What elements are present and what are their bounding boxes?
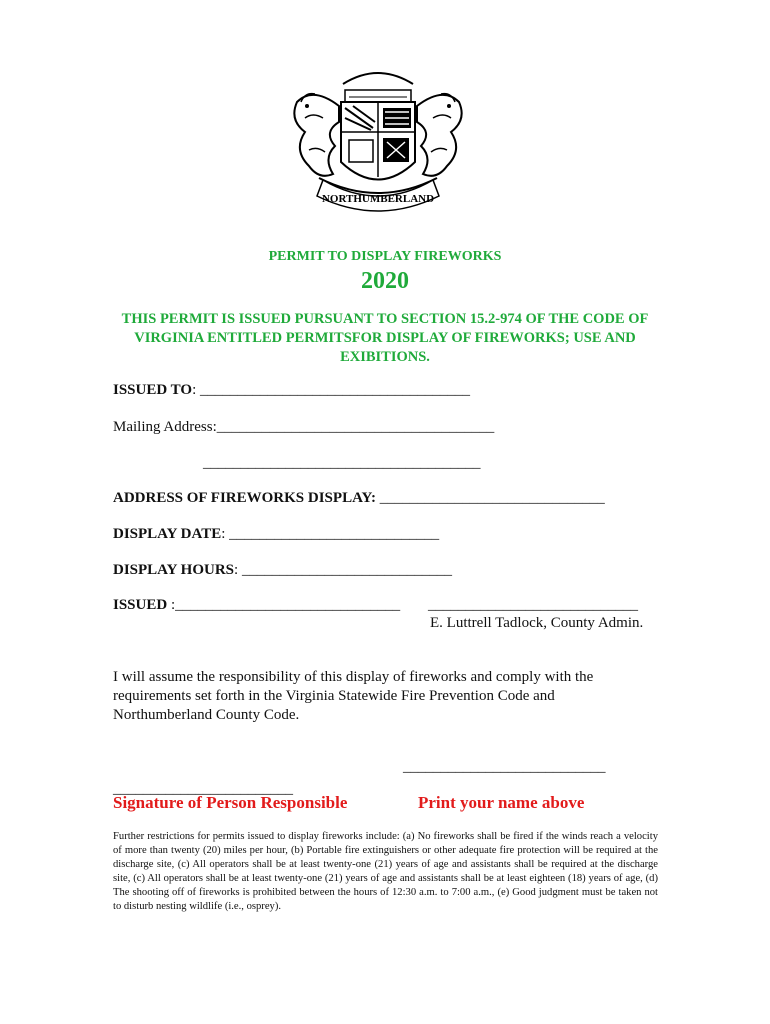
issued-blank[interactable]: ______________________________ (175, 597, 401, 613)
issued-colon: : (167, 597, 176, 613)
display-date-field[interactable] (113, 526, 439, 543)
issued-to-blank[interactable]: ____________________________________ (196, 382, 470, 398)
seal-banner-text: NORTHUMBERLAND (321, 193, 435, 205)
county-seal-logo (283, 62, 473, 222)
issued-label: ISSUED (113, 597, 168, 613)
display-hours-blank[interactable]: ____________________________ (238, 562, 452, 578)
signature-label: Signature of Person Responsible (113, 793, 348, 812)
display-hours-colon: : (234, 562, 239, 578)
mailing-address-field[interactable] (113, 419, 494, 436)
responsibility-statement: I will assume the responsibility of this display of fireworks and comply with the requirements set forth in the Virginia Statewide Fire Prevention Code and Northumberland County Code. (113, 669, 594, 723)
signature-line[interactable]: ________________________ (113, 781, 293, 797)
print-name-line[interactable]: ___________________________ (403, 759, 606, 775)
display-address-label: ADDRESS OF FIREWORKS DISPLAY: (113, 490, 376, 506)
display-date-colon: : (221, 526, 226, 542)
mailing-address-label: Mailing Address: (113, 419, 217, 435)
admin-name: E. Luttrell Tadlock, County Admin. (430, 615, 644, 631)
admin-signature-line[interactable]: ____________________________ (428, 597, 638, 613)
issued-to-field[interactable] (113, 382, 470, 399)
statute-notice: THIS PERMIT IS ISSUED PURSUANT TO SECTION 15.2-974 OF THE CODE OF VIRGINIA ENTITLED PERMITSFOR DISPLAY OF FIREWORKS; USE AND EXIBITIONS. (121, 311, 649, 365)
display-hours-label: DISPLAY HOURS (113, 562, 235, 578)
further-restrictions: Further restrictions for permits issued to display fireworks include: (a) No fireworks shall be fired if the winds reach a velocity of more than twenty (20) miles per hour, (b) Portable fire extinguishers or other adequate fire protection will be required at the discharge site, (c) All operators shall be at least twenty-one (21) years of age and assistants shall be required at the discharge site, (c) All operators shall be at least twenty-one (21) years of age and assistants shall be at least eighteen (18) years of age, (d) The shooting off of fireworks is prohibited between the hours of 12:30 a.m. to 7:00 a.m., (e) Good judgment must be taken not to disturb nesting wildlife (i.e., osprey). (113, 831, 658, 912)
print-name-label: Print your name above (418, 793, 585, 812)
display-address-field[interactable] (113, 490, 605, 507)
mailing-address-blank[interactable]: _____________________________________ (216, 419, 495, 435)
issued-to-label: ISSUED TO (113, 382, 193, 398)
issued-to-colon: : (192, 382, 197, 398)
display-date-label: DISPLAY DATE (113, 526, 222, 542)
mailing-address-blank-2[interactable]: _____________________________________ (203, 455, 481, 471)
display-hours-field[interactable] (113, 562, 452, 579)
permit-title: PERMIT TO DISPLAY FIREWORKS (268, 249, 502, 264)
display-date-blank[interactable]: ____________________________ (225, 526, 440, 542)
permit-year: 2020 (361, 268, 409, 294)
issued-field[interactable] (113, 597, 400, 614)
display-address-blank[interactable]: ______________________________ (375, 490, 605, 506)
